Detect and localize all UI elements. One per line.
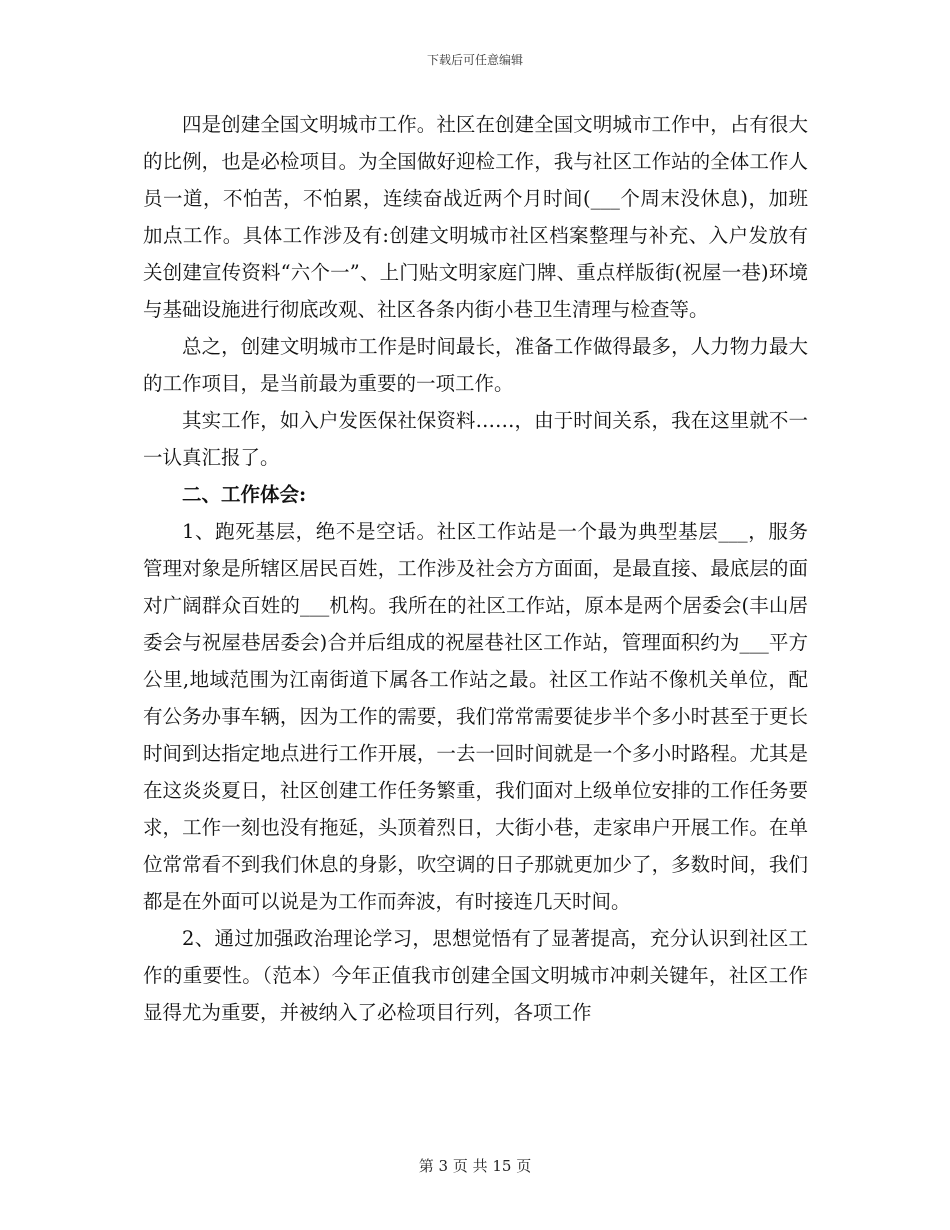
paragraph-civilized-city-work: 四是创建全国文明城市工作。社区在创建全国文明城市工作中，占有很大的比例，也是必检项目。为全国做好迎检工作，我与社区工作站的全体工作人员一道，不怕苦，不怕累，连续奋战近两个月时间(___个周末没休息)，加班加点工作。具体工作涉及有:创建文明城市社区档案整理与补充、入户发放有关创建宣传资料“六个一”、上门贴文明家庭门牌、重点样版街(祝屋一巷)环境与基础设施进行彻底改观、社区各条内街小巷卫生清理与检查等。 xyxy=(143,113,808,321)
paragraph-experience-1: 1、跑死基层，绝不是空话。社区工作站是一个最为典型基层___，服务管理对象是所辖区居民百姓，工作涉及社会方方面面，是最直接、最底层的面对广阔群众百姓的___机构。我所在的社区工作站，原本是两个居委会(丰山居委会与祝屋巷居委会)合并后组成的祝屋巷社区工作站，管理面积约为___平方公里,地域范围为江南街道下属各工作站之最。社区工作站不像机关单位，配有公务办事车辆，因为工作的需要，我们常常需要徒步半个多小时甚至于更长时间到达指定地点进行工作开展，一去一回时间就是一个多小时路程。尤其是在这炎炎夏日，社区创建工作任务繁重，我们面对上级单位安排的工作任务要求，工作一刻也没有拖延，头顶着烈日，大街小巷，走家串户开展工作。在单位常常看不到我们休息的身影，吹空调的日子那就更加少了，多数时间，我们都是在外面可以说是为工作而奔波，有时接连几天时间。 xyxy=(143,520,808,913)
section-heading-work-experience: 二、工作体会: xyxy=(182,483,307,506)
paragraph-summary: 总之，创建文明城市工作是时间最长，准备工作做得最多，人力物力最大的工作项目，是当前最为重要的一项工作。 xyxy=(143,335,808,395)
paragraph-experience-2: 2、通过加强政治理论学习，思想觉悟有了显著提高，充分认识到社区工作的重要性。（范本）今年正值我市创建全国文明城市冲刺关键年，社区工作显得尤为重要，并被纳入了必检项目行列，各项工作 xyxy=(143,927,808,1024)
paragraph-other-work: 其实工作，如入户发医保社保资料……，由于时间关系，我在这里就不一一认真汇报了。 xyxy=(143,409,808,469)
document-body xyxy=(143,106,808,1031)
page-header: 下载后可任意编辑 xyxy=(426,53,523,67)
page-footer: 第 3 页 共 15 页 xyxy=(418,1157,532,1175)
